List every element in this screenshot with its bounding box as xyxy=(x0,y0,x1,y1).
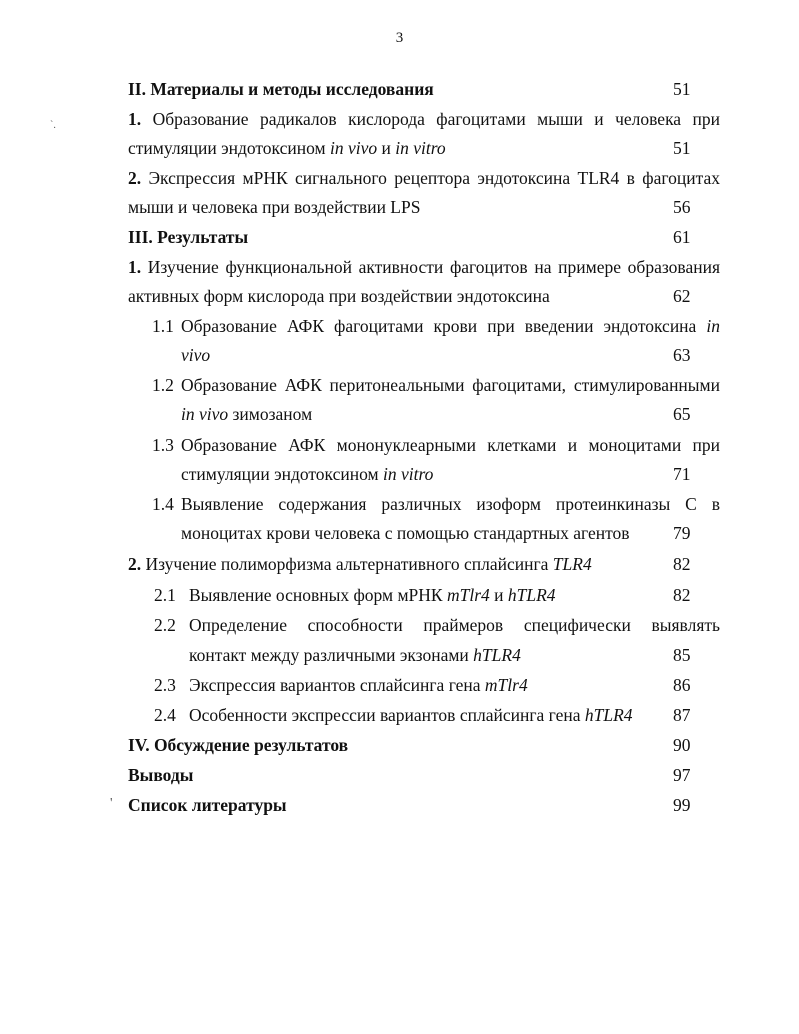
toc-entry-1-4-line1: Выявление содержания различных изоформ протеинкиназы С в xyxy=(181,494,720,514)
toc-page-number: 79 xyxy=(673,523,691,543)
toc-entry-2-2-line1: 2. Экспрессия мРНК сигнального рецептора эндотоксина TLR4 в фагоцитах xyxy=(128,168,721,188)
toc-page-number: 65 xyxy=(673,404,691,424)
toc-entry-1-3-line1: Образование АФК мононуклеарными клетками и моноцитами при xyxy=(181,435,720,455)
toc-entry-number: 2.3 xyxy=(154,675,176,695)
toc-entry-1-2-line2: in vivo зимозаном xyxy=(181,404,313,424)
toc-section-4-title: IV. Обсуждение результатов xyxy=(128,735,349,755)
toc-page-number: 56 xyxy=(673,197,691,217)
toc-entry-2-3: Экспрессия вариантов сплайсинга гена mTlr4 xyxy=(189,675,528,695)
toc-page-number: 90 xyxy=(673,735,691,755)
toc-page-number: 82 xyxy=(673,554,691,574)
toc-entry-1-2-line1: Образование АФК перитонеальными фагоцитами, стимулированными xyxy=(181,375,720,395)
toc-conclusions-title: Выводы xyxy=(128,765,194,785)
toc-page-number: 97 xyxy=(673,765,691,785)
toc-page-number: 51 xyxy=(673,138,691,158)
toc-entry-3-1-line2: активных форм кислорода при воздействии эндотоксина xyxy=(128,286,550,306)
toc-page-number: 51 xyxy=(673,79,691,99)
toc-entry-3-2: 2. Изучение полиморфизма альтернативного сплайсинга TLR4 xyxy=(128,554,592,574)
scan-speck: `. xyxy=(50,120,56,131)
toc-page-number: 62 xyxy=(673,286,691,306)
toc-entry-2-1: Выявление основных форм мРНК mTlr4 и hTLR4 xyxy=(189,585,556,605)
toc-entry-1-1-line1: Образование АФК фагоцитами крови при введении эндотоксина in xyxy=(181,316,720,336)
toc-entry-2-2-line2: мыши и человека при воздействии LPS xyxy=(128,197,421,217)
toc-entry-2-4: Особенности экспрессии вариантов сплайсинга гена hTLR4 xyxy=(189,705,633,725)
page-number: 3 xyxy=(395,30,404,46)
toc-page-number: 63 xyxy=(673,345,691,365)
toc-entry-number: 2.4 xyxy=(154,705,176,725)
toc-entry-number: 1.3 xyxy=(152,435,174,455)
toc-entry-number: 1.2 xyxy=(152,375,174,395)
toc-page-number: 99 xyxy=(673,795,691,815)
toc-entry-1-3-line2: стимуляции эндотоксином in vitro xyxy=(181,464,434,484)
toc-entry-2-1-line2: стимуляции эндотоксином in vivo и in vitro xyxy=(128,138,446,158)
toc-entry-3-1-line1: 1. Изучение функциональной активности фагоцитов на примере образования xyxy=(128,257,720,277)
toc-entry-2-2-line2: контакт между различными экзонами hTLR4 xyxy=(189,645,521,665)
toc-entry-2-2-line1: Определение способности праймеров специфически выявлять xyxy=(189,615,720,635)
toc-entry-1-4-line2: моноцитах крови человека с помощью стандартных агентов xyxy=(181,523,630,543)
toc-page-number: 85 xyxy=(673,645,691,665)
toc-page-number: 61 xyxy=(673,227,691,247)
toc-section-2-title: II. Материалы и методы исследования xyxy=(128,79,434,99)
toc-entry-number: 2.2 xyxy=(154,615,176,635)
toc-page-number: 71 xyxy=(673,464,691,484)
toc-entry-number: 1.4 xyxy=(152,494,174,514)
toc-page-number: 86 xyxy=(673,675,691,695)
toc-entry-number: 2.1 xyxy=(154,585,176,605)
toc-references-title: Список литературы xyxy=(128,795,287,815)
toc-entry-2-1-line1: 1. Образование радикалов кислорода фагоцитами мыши и человека при xyxy=(128,109,721,129)
toc-entry-1-1-line2: vivo xyxy=(181,345,211,365)
scan-speck: ' xyxy=(110,796,113,811)
toc-page-number: 87 xyxy=(673,705,691,725)
toc-entry-number: 1.1 xyxy=(152,316,174,336)
toc-section-3-title: III. Результаты xyxy=(128,227,249,247)
toc-page-number: 82 xyxy=(673,585,691,605)
